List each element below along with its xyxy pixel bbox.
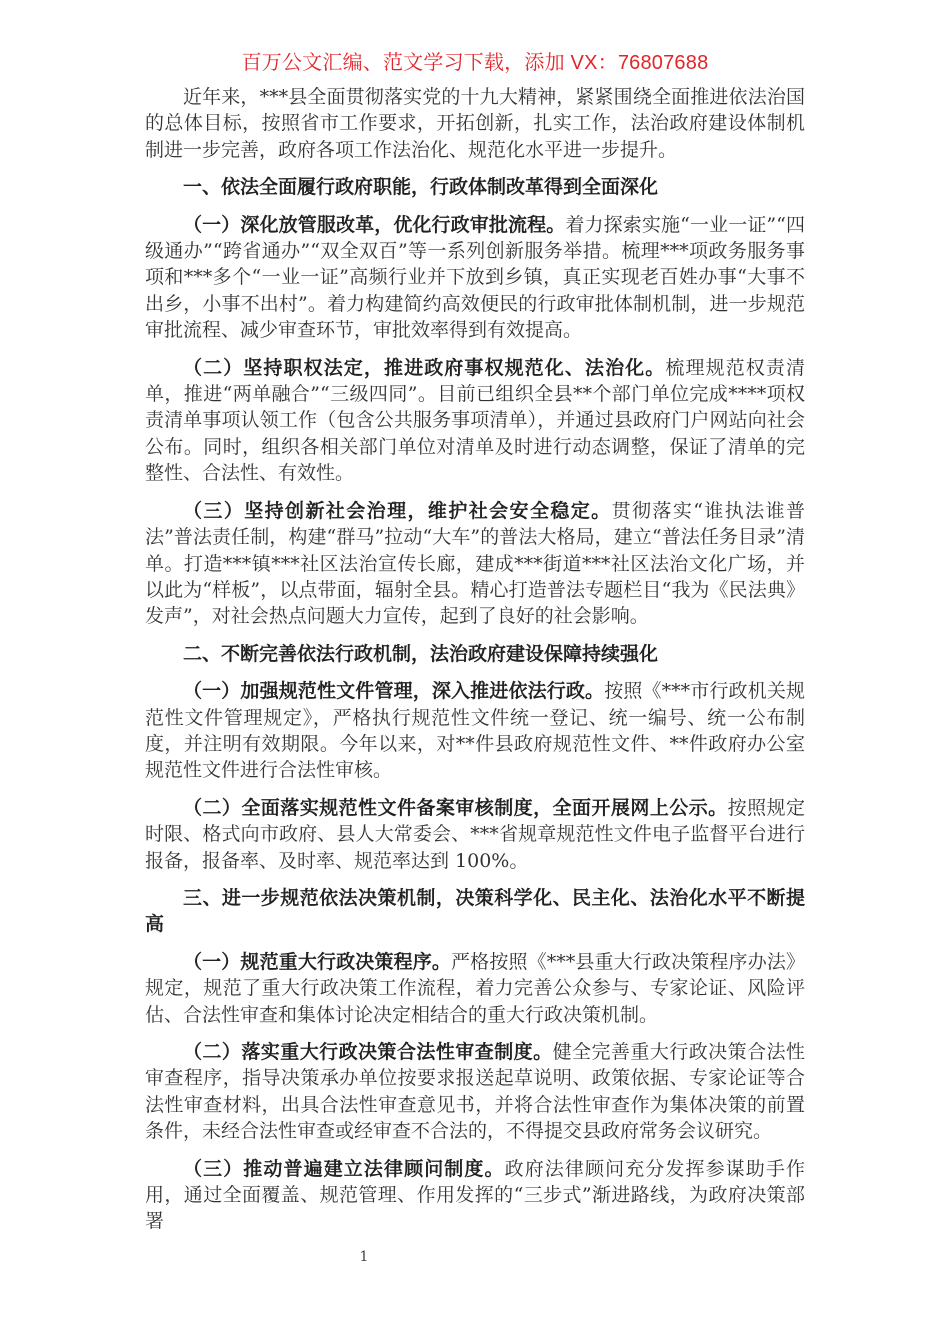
paragraph [145, 1156, 805, 1235]
section-heading-3: 三、进一步规范依法决策机制，决策科学化、民主化、法治化水平不断提高 [145, 886, 805, 936]
paragraph-body: 按照《***市行政机关规范性文件管理规定》，严格执行规范性文件统一登记、统一编号、统一公布制度，并注明有效期限。今年以来，对**件县政府规范性文件、**件政府办公室规范性文件进行合法性审核。 [145, 680, 805, 782]
document-body [145, 84, 805, 1246]
section-heading-1: 一、依法全面履行政府职能，行政体制改革得到全面深化 [183, 176, 659, 199]
paragraph [145, 1039, 805, 1145]
intro-paragraph: 近年来，***县全面贯彻落实党的十九大精神，紧紧围绕全面推进依法治国的总体目标，按照省市工作要求，开拓创新，扎实工作，法治政府建设体制机制进一步完善，政府各项工作法治化、规范化水平进一步提升。 [145, 86, 805, 161]
paragraph-body: 健全完善重大行政决策合法性审查程序，指导决策承办单位按要求报送起草说明、政策依据、专家论证等合法性审查材料，出具合法性审查意见书，并将合法性审查作为集体决策的前置条件，未经合法性审查或经审查不合法的，不得提交县政府常务会议研究。 [145, 1041, 805, 1143]
paragraph [145, 678, 805, 784]
paragraph [145, 795, 805, 874]
section-heading-2: 二、不断完善依法行政机制，法治政府建设保障持续强化 [183, 642, 659, 665]
paragraph-body: 按照规定时限、格式向市政府、县人大常委会、***省规章规范性文件电子监督平台进行报备，报备率、及时率、规范率达到 100%。 [145, 796, 805, 872]
paragraph-body: 贯彻落实“谁执法谁普法”普法责任制，构建“群马”拉动“大车”的普法大格局，建立“普法任务目录”清单。打造***镇***社区法治宣传长廊，建成***街道***社区法治文化广场，并以此为“样板”，以点带面，辐射全县。精心打造普法专题栏目“我为《民法典》发声”，对社会热点问题大力宣传，起到了良好的社会影响。 [145, 499, 805, 628]
paragraph [145, 949, 805, 1028]
paragraph-lead: （一）规范重大行政决策程序。 [183, 950, 452, 973]
paragraph-lead: （一）加强规范性文件管理，深入推进依法行政。 [183, 680, 605, 703]
paragraph-body: 严格按照《***县重大行政决策程序办法》规定，规范了重大行政决策工作流程，着力完善公众参与、专家论证、风险评估、合法性审查和集体讨论决定相结合的重大行政决策机制。 [145, 950, 805, 1026]
paragraph-lead: （二）全面落实规范性文件备案审核制度，全面开展网上公示。 [183, 796, 728, 819]
paragraph-lead: （一）深化放管服改革，优化行政审批流程。 [183, 213, 566, 236]
paragraph [145, 212, 805, 344]
paragraph-lead: （二）落实重大行政决策合法性审查制度。 [183, 1041, 553, 1063]
paragraph-body: 政府法律顾问充分发挥参谋助手作用，通过全面覆盖、规范管理、作用发挥的“三步式”渐进路线，为政府决策部署 [145, 1157, 805, 1233]
page-number: 1 [359, 1249, 369, 1265]
paragraph-lead: （三）推动普遍建立法律顾问制度。 [183, 1157, 505, 1180]
paragraph-body: 梳理规范权责清单，推进“两单融合”“三级四同”。目前已组织全县**个部门单位完成****项权责清单事项认领工作（包含公共服务事项清单），并通过县政府门户网站向社会公布。同时，组织各相关部门单位对清单及时进行动态调整，保证了清单的完整性、合法性、有效性。 [145, 356, 805, 485]
paragraph-body: 着力探索实施“一业一证”“四级通办”“跨省通办”“双全双百”等一系列创新服务举措。梳理***项政务服务事项和***多个“一业一证”高频行业并下放到乡镇，真正实现老百姓办事“大事不出乡，小事不出村”。着力构建简约高效便民的行政审批体制机制，进一步规范审批流程、减少审查环节，审批效率得到有效提高。 [145, 213, 805, 342]
paragraph-lead: （三）坚持创新社会治理，维护社会安全稳定。 [183, 499, 612, 522]
paragraph-lead: （二）坚持职权法定，推进政府事权规范化、法治化。 [183, 356, 666, 379]
paragraph [145, 355, 805, 487]
watermark-banner: 百万公文汇编、范文学习下载，添加 VX：76807688 [241, 52, 709, 74]
paragraph [145, 498, 805, 630]
